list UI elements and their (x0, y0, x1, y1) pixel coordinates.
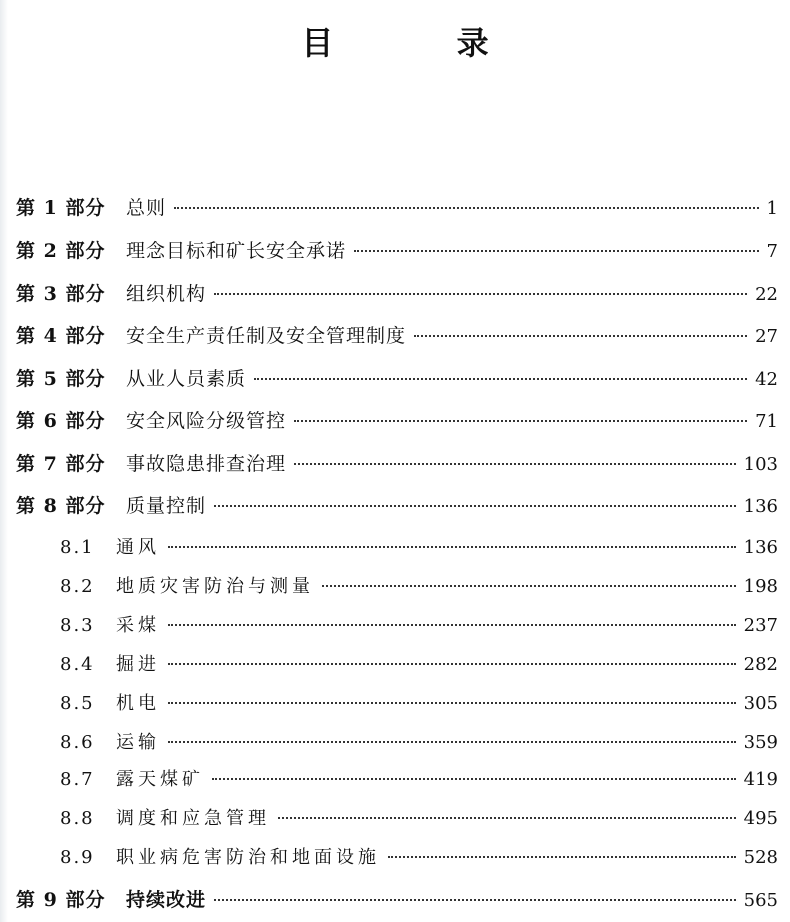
toc-entry-section-8-3[interactable] (60, 611, 778, 641)
toc-entry-section-8-1[interactable] (60, 533, 778, 563)
toc-entry-part-4[interactable] (16, 321, 778, 351)
toc-entry-part-7[interactable] (16, 449, 778, 479)
toc-entry-section-8-4[interactable] (60, 650, 778, 680)
section-title: 地质灾害防治与测量 (116, 576, 314, 597)
section-number: 8.5 (60, 693, 95, 714)
page-number: 198 (743, 576, 778, 597)
toc-entry-part-1[interactable] (16, 193, 778, 223)
part-label: 第 5 部分 (16, 368, 106, 390)
dot-leader (168, 741, 736, 743)
toc-entry-section-8-9[interactable] (60, 843, 778, 873)
page-number: 27 (755, 326, 778, 347)
section-number: 8.3 (60, 615, 95, 636)
page-number: 42 (755, 369, 778, 390)
page-number: 359 (743, 732, 778, 753)
section-title: 调度和应急管理 (116, 808, 270, 829)
part-title: 安全生产责任制及安全管理制度 (126, 325, 407, 347)
part-title: 事故隐患排查治理 (126, 453, 287, 475)
section-title: 运输 (116, 732, 160, 753)
toc-entry-section-8-8[interactable] (60, 804, 778, 834)
dot-leader (174, 207, 759, 209)
section-number: 8.2 (60, 576, 95, 597)
page-number: 528 (743, 847, 778, 868)
toc-entry-part-8[interactable] (16, 491, 778, 521)
toc-entry-part-6[interactable] (16, 406, 778, 436)
part-label: 第 6 部分 (16, 410, 106, 432)
page-number: 419 (743, 769, 778, 790)
dot-leader (214, 293, 747, 295)
section-number: 8.1 (60, 537, 95, 558)
page-number: 282 (743, 654, 778, 675)
part-label: 第 7 部分 (16, 453, 106, 475)
section-number: 8.6 (60, 732, 95, 753)
page-number: 136 (743, 537, 778, 558)
part-title: 总则 (126, 197, 167, 219)
page-number: 71 (755, 411, 778, 432)
section-title: 机电 (116, 693, 160, 714)
section-title: 通风 (116, 537, 160, 558)
dot-leader (168, 663, 736, 665)
part-title: 组织机构 (126, 283, 207, 305)
part-label: 第 1 部分 (16, 197, 106, 219)
part-label: 第 9 部分 (16, 889, 106, 911)
dot-leader (168, 624, 736, 626)
section-number: 8.4 (60, 654, 95, 675)
part-title: 持续改进 (126, 889, 207, 911)
dot-leader (388, 856, 736, 858)
page-number: 237 (743, 615, 778, 636)
part-title: 质量控制 (126, 495, 207, 517)
dot-leader (168, 702, 736, 704)
part-title: 从业人员素质 (126, 368, 247, 390)
part-title: 安全风险分级管控 (126, 410, 287, 432)
part-title: 理念目标和矿长安全承诺 (126, 240, 347, 262)
section-title: 职业病危害防治和地面设施 (116, 847, 380, 868)
section-number: 8.7 (60, 769, 95, 790)
section-title: 掘进 (116, 654, 160, 675)
dot-leader (322, 585, 736, 587)
toc-entry-part-2[interactable] (16, 236, 778, 266)
page-number: 1 (766, 198, 778, 219)
page-number: 305 (743, 693, 778, 714)
dot-leader (214, 505, 736, 507)
toc-entry-section-8-2[interactable] (60, 572, 778, 602)
dot-leader (414, 335, 747, 337)
page-edge-shadow (0, 0, 8, 922)
page-number: 22 (755, 284, 778, 305)
toc-entry-section-8-6[interactable] (60, 728, 778, 758)
toc-entry-part-5[interactable] (16, 364, 778, 394)
dot-leader (212, 778, 736, 780)
section-title: 采煤 (116, 615, 160, 636)
dot-leader (254, 378, 747, 380)
toc-entry-section-8-7[interactable] (60, 765, 778, 795)
part-label: 第 4 部分 (16, 325, 106, 347)
part-label: 第 3 部分 (16, 283, 106, 305)
page-number: 495 (743, 808, 778, 829)
page-number: 136 (743, 496, 778, 517)
dot-leader (214, 899, 736, 901)
page-number: 7 (766, 241, 778, 262)
page-number: 103 (743, 454, 778, 475)
page-title: 目 录 (301, 24, 545, 62)
section-title: 露天煤矿 (116, 769, 204, 790)
part-label: 第 8 部分 (16, 495, 106, 517)
dot-leader (278, 817, 736, 819)
part-label: 第 2 部分 (16, 240, 106, 262)
dot-leader (294, 463, 736, 465)
dot-leader (168, 546, 736, 548)
page-number: 565 (743, 890, 778, 911)
toc-entry-section-8-5[interactable] (60, 689, 778, 719)
dot-leader (294, 420, 747, 422)
toc-entry-part-3[interactable] (16, 279, 778, 309)
toc-entry-part-9[interactable] (16, 885, 778, 915)
section-number: 8.8 (60, 808, 95, 829)
section-number: 8.9 (60, 847, 95, 868)
dot-leader (354, 250, 759, 252)
